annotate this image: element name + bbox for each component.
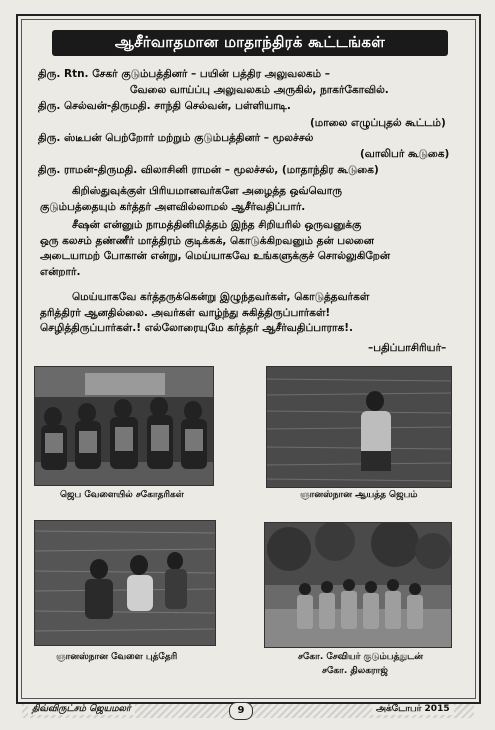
paragraph-3-line-1: மெய்யாகவே கர்த்தருக்கென்று இழுந்தவர்கள், கொடுத்தவர்கள்: [72, 291, 370, 303]
text-line-4: (மாலை எழுப்புதல் கூட்டம்): [310, 117, 446, 129]
photo-xavier-family: [264, 522, 452, 648]
paragraph-2: [40, 218, 464, 280]
text-line-7: திரு. ராமன்-திருமதி. விலாசினி ராமன் – மூலச்சல், (மாதாந்திர கூடுகை): [38, 164, 379, 176]
text-line-6: (வாலிபர் கூடுகை): [360, 148, 450, 160]
paragraph-3: [40, 290, 464, 337]
paragraph-1: [40, 184, 464, 215]
text-line-3: திரு. செல்வன்-திருமதி. சாந்தி செல்வன், பள்ளியாடி.: [38, 100, 291, 112]
photo-prayer-sisters-image: [35, 367, 213, 485]
text-line-1: திரு. Rtn. சேகர் குடும்பத்தினர் – பயின் பத்திர அலுவலகம் –: [38, 68, 330, 80]
page-number: 9: [229, 702, 253, 720]
paragraph-1-line-1: கிறிஸ்துவுக்குள் பிரியமானவர்களே அழைத்த ஒவ்வொரு: [72, 185, 342, 197]
paragraph-2-line-3: அடையாமற் போகான் என்று, மெய்யாகவே உங்களுக்குச் சொல்லுகிறேன்: [40, 250, 391, 262]
page-title: ஆசீர்வாதமான மாதாந்திரக் கூட்டங்கள்: [52, 30, 448, 56]
photo-baptism-prayer: [266, 366, 452, 488]
photo-baptism-putheri-image: [35, 521, 215, 645]
paragraph-3-line-3: செழித்திருப்பார்கள்.! எல்லோரையுமே கர்த்தர் ஆசீர்வதிப்பாராக!.: [40, 322, 353, 334]
photo-prayer-sisters: [34, 366, 214, 486]
paragraph-3-line-2: தரித்திரர் ஆனதில்லை. அவர்கள் வாழ்ந்து சுகித்திருப்பார்கள்!: [40, 306, 331, 319]
issue-date: அக்டோபர் 2015: [372, 704, 454, 715]
photo-xavier-family-image: [265, 523, 451, 647]
photo-caption-4: சகோ. சேவியர் குடும்பத்துடன்: [298, 652, 424, 662]
paragraph-2-line-2: ஒரு கலசம் தண்ணீர் மாத்திரம் குடிக்கக், கொடுக்கிறவனும் தன் பலனை: [40, 234, 374, 247]
text-line-2: வேலை வாய்ப்பு அலுவலகம் அருகில், நாகர்கோவில்.: [130, 84, 389, 96]
photo-caption-4-line-2: சகோ. திலகராஜ்: [322, 666, 388, 676]
editor-signature: –பதிப்பாசிரியர்–: [368, 342, 447, 354]
paragraph-2-line-1: சீஷன் என்னும் நாமத்தினிமித்தம் இந்த சிறியரில் ஒருவனுக்கு: [72, 219, 362, 231]
photo-caption-3: ஞானஸ்நான வேளை புத்தேரி: [56, 652, 178, 662]
text-line-5: திரு. ஸ்டீபன் பெற்றோர் மற்றும் குடும்பத்தினர் – மூலச்சல்: [38, 132, 314, 144]
magazine-name: திவ்விருட்சம் ஜெயமலர்: [28, 704, 135, 715]
photo-caption-1: ஜெப வேளையில் சகோதரிகள்: [60, 490, 184, 500]
photo-baptism-prayer-image: [267, 367, 451, 487]
paragraph-2-line-4: என்றார்.: [40, 265, 81, 278]
photo-caption-2: ஞானஸ்நான ஆயத்த ஜெபம்: [300, 490, 418, 500]
photo-baptism-putheri: [34, 520, 216, 646]
paragraph-1-line-2: குடும்பத்தையும் கர்த்தர் அளவில்லாமல் ஆசீர்வதிப்பார்.: [40, 200, 306, 213]
